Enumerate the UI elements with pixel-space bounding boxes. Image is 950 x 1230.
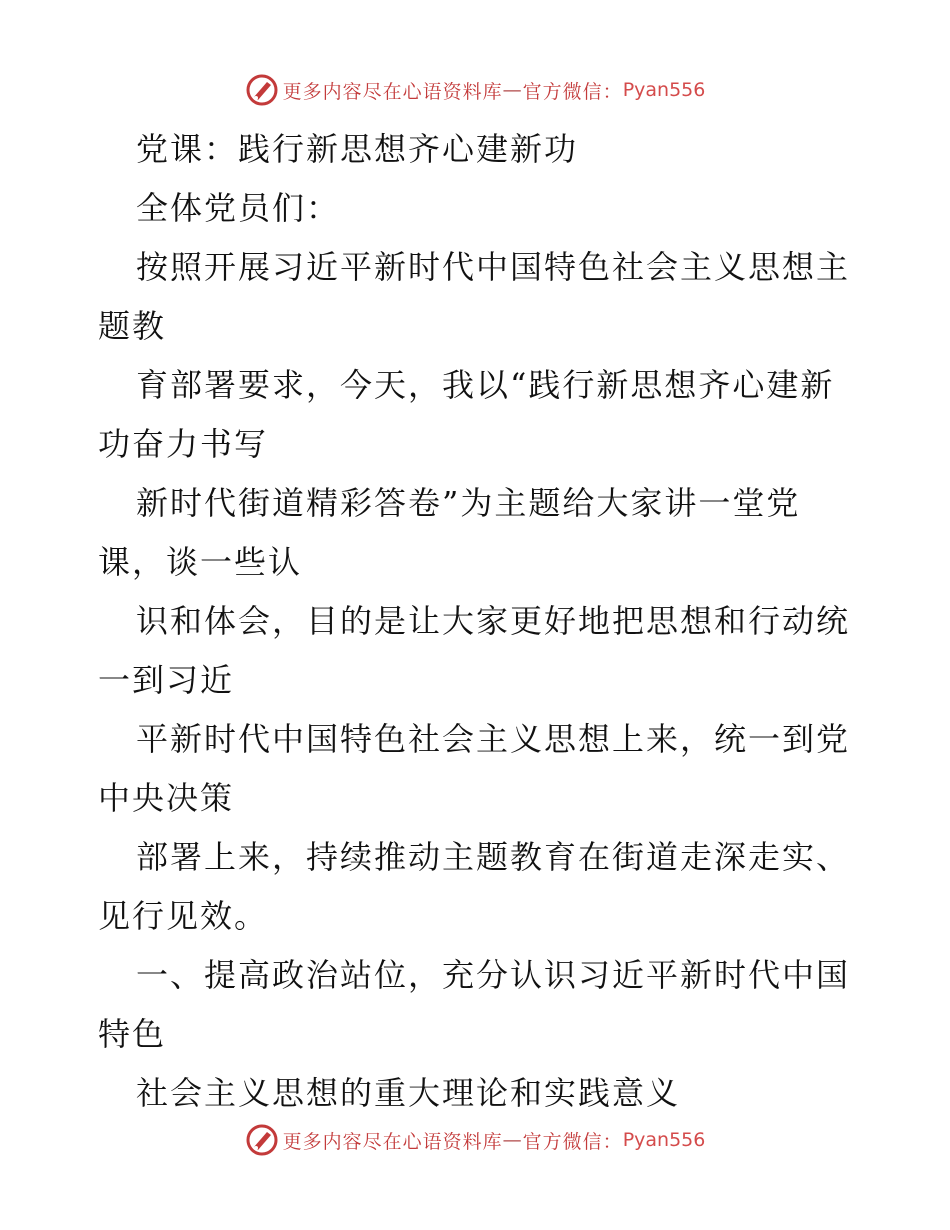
section-heading-line: 一、提高政治站位，充分认识习近平新时代中国 [136, 956, 851, 994]
footer-brand-text: 更多内容尽在心语资料库 [282, 1130, 503, 1153]
header-wechat-label: 官方微信： [522, 80, 623, 103]
paragraph-line: 题教 [98, 307, 167, 345]
paragraph-line: 功奋力书写 [98, 425, 269, 463]
paragraph-line: 一到习近 [98, 661, 235, 699]
paragraph-line: 见行见效。 [98, 897, 269, 935]
paragraph-line: 新时代街道精彩答卷”为主题给大家讲一堂党 [136, 484, 801, 522]
paragraph-line: 识和体会，目的是让大家更好地把思想和行动统 [136, 602, 851, 640]
footer-wechat-label: 官方微信： [522, 1130, 623, 1153]
header-banner [0, 70, 950, 110]
header-wechat-id: Pyan556 [622, 79, 706, 101]
brand-logo-icon [245, 73, 279, 107]
footer-wechat-id: Pyan556 [622, 1129, 706, 1151]
header-separator: — [502, 79, 523, 101]
section-heading-line: 特色 [98, 1015, 167, 1053]
paragraph-line: 育部署要求，今天，我以“践行新思想齐心建新 [136, 366, 835, 404]
footer-banner [0, 1120, 950, 1160]
paragraph-line: 平新时代中国特色社会主义思想上来，统一到党 [136, 720, 851, 758]
footer-separator: — [502, 1129, 523, 1151]
paragraph-line: 按照开展习近平新时代中国特色社会主义思想主 [136, 248, 851, 286]
brand-logo-icon [245, 1123, 279, 1157]
document-title: 党课：践行新思想齐心建新功 [136, 130, 579, 168]
section-heading-line: 社会主义思想的重大理论和实践意义 [136, 1074, 681, 1112]
header-brand-text: 更多内容尽在心语资料库 [282, 80, 503, 103]
paragraph-line: 课，谈一些认 [98, 543, 303, 581]
paragraph-line: 中央决策 [98, 779, 235, 817]
paragraph-line: 部署上来，持续推动主题教育在街道走深走实、 [136, 838, 851, 876]
document-body [98, 120, 858, 1123]
salutation: 全体党员们： [136, 189, 341, 227]
